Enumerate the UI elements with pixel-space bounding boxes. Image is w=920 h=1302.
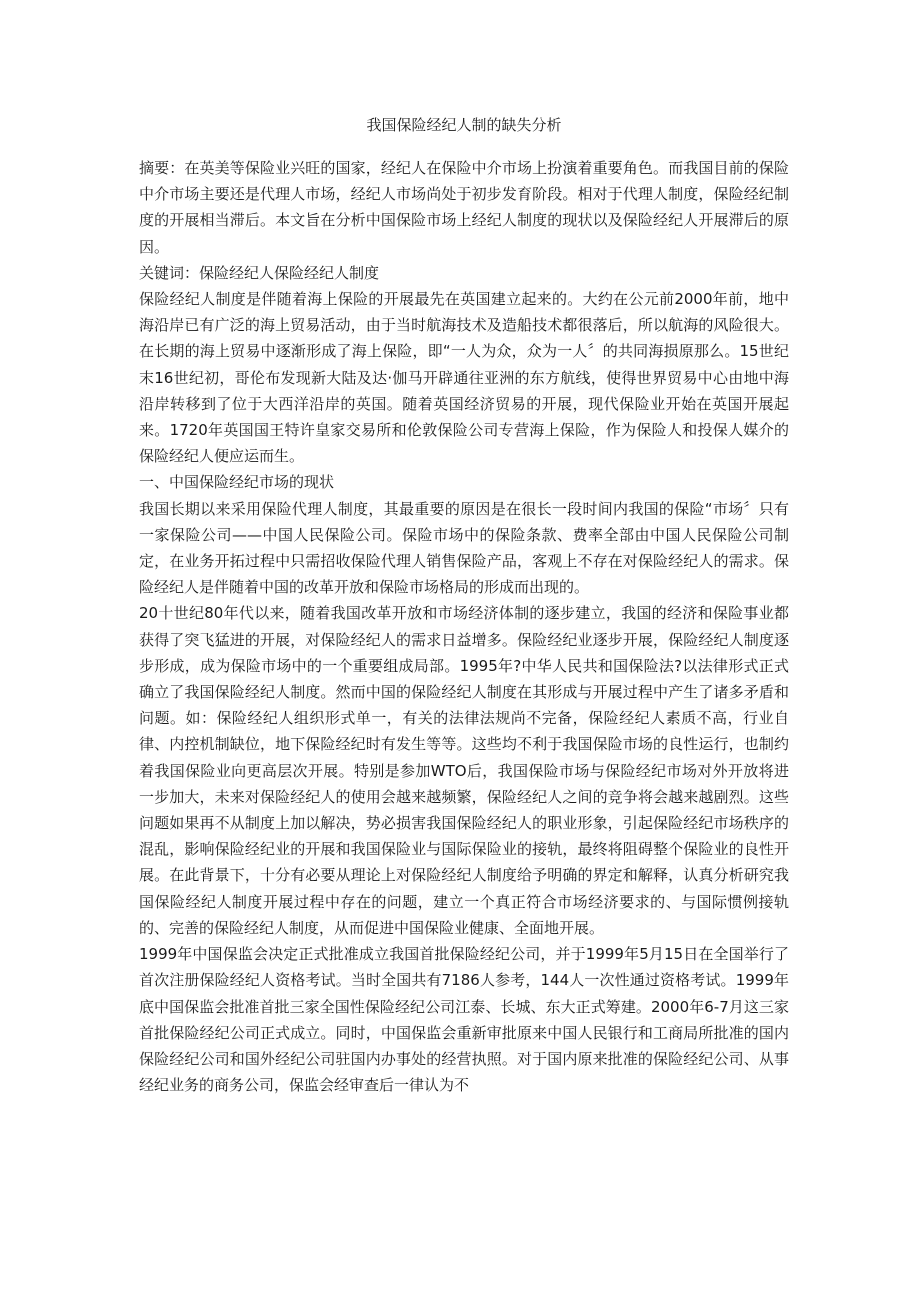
- abstract-paragraph: 摘要：在英美等保险业兴旺的国家，经纪人在保险中介市场上扮演着重要角色。而我国目前的保险中介市场主要还是代理人市场，经纪人市场尚处于初步发育阶段。相对于代理人制度，保险经纪制度的开展相当滞后。本文旨在分析中国保险市场上经纪人制度的现状以及保险经纪人开展滞后的原因。: [139, 159, 789, 256]
- document-body: [139, 112, 789, 1098]
- document-title: 我国保险经纪人制的缺失分析: [366, 116, 562, 134]
- body-paragraph: 20十世纪80年代以来，随着我国改革开放和市场经济体制的逐步建立，我国的经济和保险事业都获得了突飞猛进的开展，对保险经纪人的需求日益增多。保险经纪业逐步开展，保险经纪人制度逐步形成，成为保险市场中的一个重要组成局部。1995年?中华人民共和国保险法?以法律形式正式确立了我国保险经纪人制度。然而中国的保险经纪人制度在其形成与开展过程中产生了诸多矛盾和问题。如：保险经纪人组织形式单一，有关的法律法规尚不完备，保险经纪人素质不高，行业自律、内控机制缺位，地下保险经纪时有发生等等。这些均不利于我国保险市场的良性运行，也制约着我国保险业向更高层次开展。特别是参加WTO后，我国保险市场与保险经纪市场对外开放将进一步加大，未来对保险经纪人的使用会越来越频繁，保险经纪人之间的竞争将会越来越剧烈。这些问题如果再不从制度上加以解决，势必损害我国保险经纪人的职业形象，引起保险经纪市场秩序的混乱，影响保险经纪业的开展和我国保险业与国际保险业的接轨，最终将阻碍整个保险业的良性开展。在此背景下，十分有必要从理论上对保险经纪人制度给予明确的界定和解释，认真分析研究我国保险经纪人制度开展过程中存在的问题，建立一个真正符合市场经济要求的、与国际惯例接轨的、完善的保险经纪人制度，从而促进中国保险业健康、全面地开展。: [139, 604, 789, 937]
- keywords-paragraph: 关键词：保险经纪人保险经纪人制度: [139, 263, 380, 282]
- body-paragraph: 1999年中国保监会决定正式批准成立我国首批保险经纪公司，并于1999年5月15日在全国举行了首次注册保险经纪人资格考试。当时全国共有7186人参考，144人一次性通过资格考试。1999年底中国保监会批准首批三家全国性保险经纪公司江泰、长城、东大正式筹建。2000年6-7月这三家首批保险经纪公司正式成立。同时，中国保监会重新审批原来中国人民银行和工商局所批准的国内保险经纪公司和国外经纪公司驻国内办事处的经营执照。对于国内原来批准的保险经纪公司、从事经纪业务的商务公司，保监会经审查后一律认为不: [139, 945, 789, 1095]
- body-paragraph: 我国长期以来采用保险代理人制度，其最重要的原因是在很长一段时间内我国的保险“市场〞只有一家保险公司——中国人民保险公司。保险市场中的保险条款、费率全部由中国人民保险公司制定，在业务开拓过程中只需招收保险代理人销售保险产品，客观上不存在对保险经纪人的需求。保险经纪人是伴随着中国的改革开放和保险市场格局的形成而出现的。: [139, 499, 789, 597]
- section-heading: 一、中国保险经纪市场的现状: [139, 473, 335, 492]
- body-paragraph: 保险经纪人制度是伴随着海上保险的开展最先在英国建立起来的。大约在公元前2000年前，地中海沿岸已有广泛的海上贸易活动，由于当时航海技术及造船技术都很落后，所以航海的风险很大。在长期的海上贸易中逐渐形成了海上保险，即“一人为众，众为一人〞的共同海损原那么。15世纪末16世纪初，哥伦布发现新大陆及达·伽马开辟通往亚洲的东方航线，使得世界贸易中心由地中海沿岸转移到了位于大西洋沿岸的英国。随着英国经济贸易的开展，现代保险业开始在英国开展起来。1720年英国国王特许皇家交易所和伦敦保险公司专营海上保险，作为保险人和投保人媒介的保险经纪人便应运而生。: [139, 290, 789, 466]
